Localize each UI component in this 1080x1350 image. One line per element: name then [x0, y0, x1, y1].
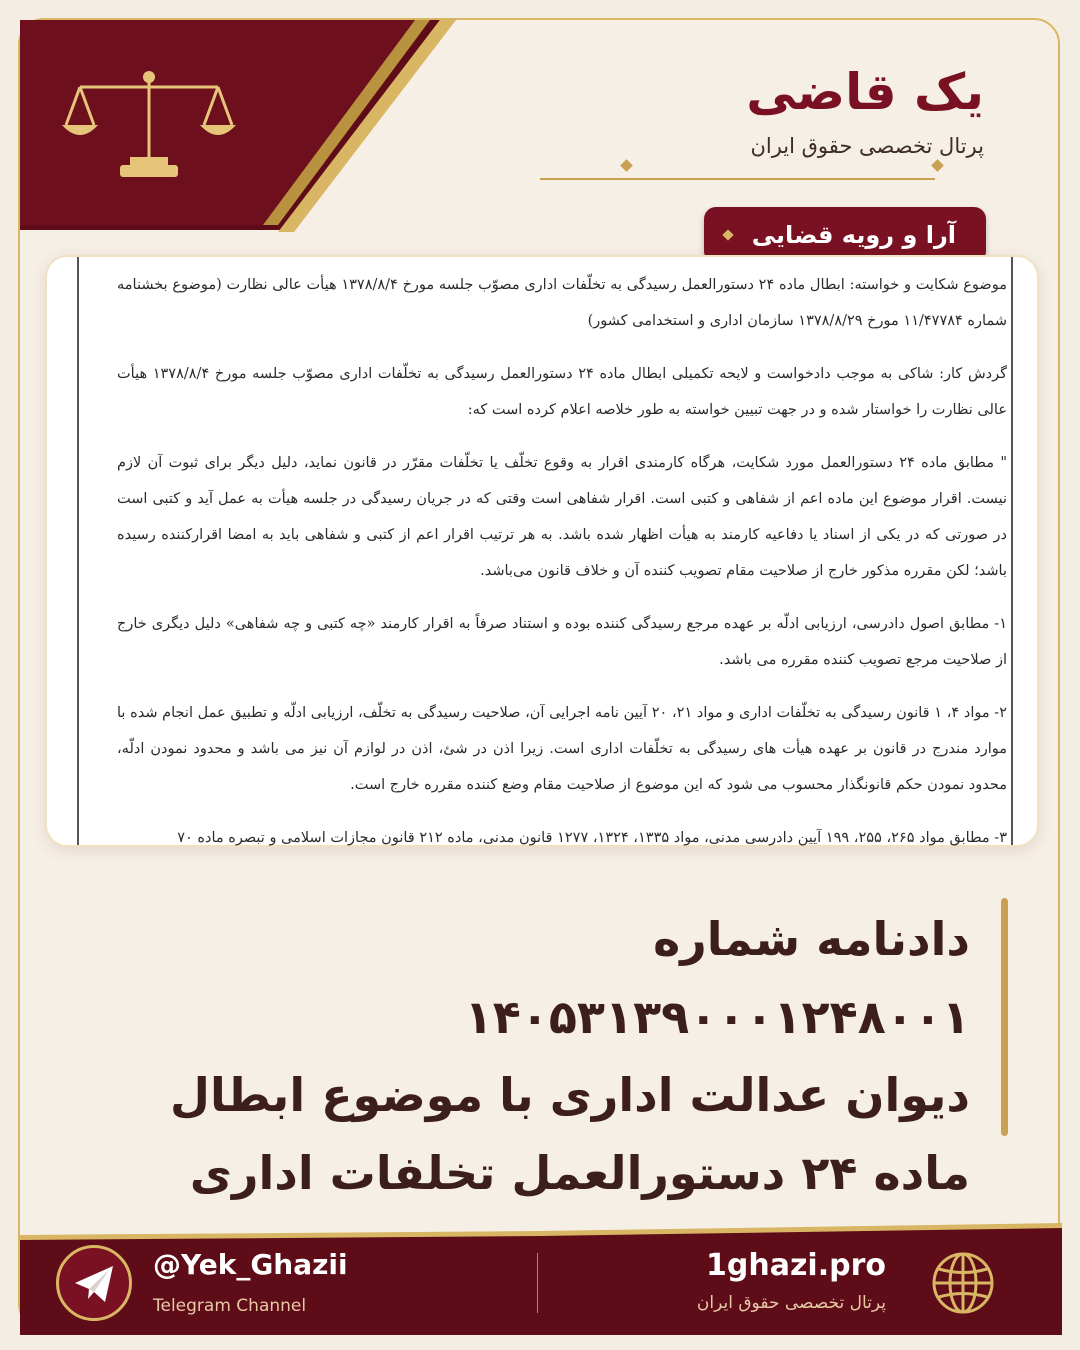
- doc-paragraph: " مطابق ماده ۲۴ دستورالعمل مورد شکایت، هرگاه کارمندی اقرار به وقوع تخلّف یا تخلّفات مقرّر در قانون نماید، دلیل دیگر برای ثبوت آن لازم نیست. اقرار موضوع این ماده اعم از شفاهی و کتبی است. اقرار شفاهی است وقتی که در جریان رسیدگی در جلسه هیأت به عمل آید و کتبی است در صورتی که در یکی از اسناد یا دفاعیه کارمند به هیأت اظهار شده باشد. به هر ترتیب اقرار اعم از کتبی و شفاهی باید به امضا اقرارکننده رسیده باشد؛ لکن مقرره مذکور خارج از صلاحیت مقام تصویب کننده آن و خلاف قانون می‌باشد.: [117, 455, 1007, 579]
- headline-accent-bar: [1001, 898, 1008, 1136]
- telegram-handle[interactable]: @Yek_Ghazii: [153, 1248, 348, 1281]
- scales-of-justice-icon: [60, 65, 238, 185]
- document-text: [117, 267, 1007, 873]
- doc-paragraph: ۳- مطابق مواد ۲۶۵، ۲۵۵، ۱۹۹ آیین دادرسی مدنی، مواد ۱۳۳۵، ۱۳۲۴، ۱۲۷۷ قانون مدنی، ماده ۲۱۲ قانون مجازات اسلامی و تبصره ماده ۷۰: [177, 830, 1007, 846]
- telegram-label: Telegram Channel: [153, 1296, 307, 1316]
- footer-separator: [537, 1253, 538, 1313]
- doc-paragraph: موضوع شکایت و خواسته: ابطال ماده ۲۴ دستورالعمل رسیدگی به تخلّفات اداری مصوّب جلسه مورخ ۱۳۷۸/۸/۴ هیأت عالی نظارت (موضوع بخشنامه شماره ۱۱/۴۷۷۸۴ مورخ ۱۳۷۸/۸/۲۹ سازمان اداری و استخدامی کشور): [117, 277, 1007, 329]
- headline-line-2: دیوان عدالت اداری با موضوع ابطال: [170, 1068, 970, 1122]
- page-frame: [18, 18, 1060, 1330]
- headline-line-3: ماده ۲۴ دستورالعمل تخلفات اداری: [189, 1146, 970, 1200]
- badge-label: آرا و رویه قضایی: [751, 221, 956, 249]
- brand-subtitle: پرتال تخصصی حقوق ایران: [750, 134, 984, 158]
- document-card: [45, 255, 1039, 847]
- doc-paragraph: ۲- مواد ۴، ۱ قانون رسیدگی به تخلّفات اداری و مواد ۲۱، ۲۰ آیین نامه اجرایی آن، صلاحیت رسیدگی به تخلّف، ارزیابی ادلّه و تطبیق عمل انجام شده با موارد مندرج در قانون بر عهده هیأت های رسیدگی به تخلّفات اداری است. زیرا اذن در شئ، اذن در لوازم آن نیز می باشد و محدود نمودن ادلّه، محدود نمودن حکم قانونگذار محسوب می شود که این موضوع از صلاحیت مقام وضع کننده مقرره خارج است.: [117, 705, 1007, 793]
- brand-block: [746, 58, 984, 158]
- telegram-button[interactable]: [56, 1245, 132, 1321]
- header-divider: [540, 178, 935, 180]
- doc-border-left: [77, 257, 79, 845]
- headline-line-1: دادنامه شماره ۱۴۰۵۳۱۳۹۰۰۰۱۲۴۸۰۰۱: [464, 912, 970, 1044]
- doc-border-right: [1011, 257, 1013, 845]
- brand-title: یک قاضی: [746, 63, 984, 121]
- doc-paragraph: گردش کار: شاکی به موجب دادخواست و لایحه تکمیلی ابطال ماده ۲۴ دستورالعمل رسیدگی به تخلّفات اداری مصوّب جلسه مورخ ۱۳۷۸/۸/۴ هیأت عالی نظارت را خواستار شده و در جهت تبیین خواسته به طور خلاصه اعلام کرده است که:: [117, 366, 1008, 418]
- globe-icon: [930, 1250, 996, 1316]
- doc-paragraph: ۱- مطابق اصول دادرسی، ارزیابی ادلّه بر عهده مرجع رسیدگی کننده بوده و استناد صرفاً به اقرار کارمند «چه کتبی و چه شفاهی» دلیل دیگری خارج از صلاحیت مرجع تصویب کننده مقرره می باشد.: [117, 616, 1007, 668]
- headline: [170, 900, 980, 1200]
- telegram-plane-icon: [59, 1248, 129, 1318]
- site-link[interactable]: 1ghazi.pro: [706, 1248, 886, 1283]
- badge-diamond-icon: [722, 229, 733, 240]
- site-subtitle: پرتال تخصصی حقوق ایران: [696, 1293, 886, 1313]
